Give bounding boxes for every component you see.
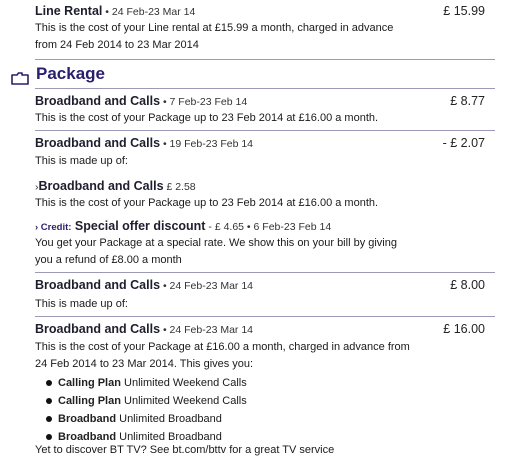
sub-item-amount: £ 2.58	[163, 181, 196, 193]
line-rental-desc-1: This is the cost of your Line rental at £15.99 a month, charged in advance	[35, 22, 394, 34]
package-item-desc: This is made up of:	[35, 298, 128, 310]
line-rental-title	[35, 4, 195, 18]
credit-amount: - £ 4.65	[205, 221, 245, 233]
sub-item-label: Broadband and Calls	[38, 179, 164, 193]
credit-date: • 6 Feb-23 Feb 14	[244, 221, 332, 233]
chevron-right-icon: ›	[35, 181, 39, 193]
package-item-amount: £ 16.00	[443, 322, 485, 336]
item-date: • 24 Feb-23 Mar 14	[160, 280, 254, 292]
package-item-amount: £ 8.00	[450, 278, 485, 292]
item-date: • 7 Feb-23 Feb 14	[160, 96, 248, 108]
line-rental-amount: £ 15.99	[443, 4, 485, 18]
line-rental-label: Line Rental	[35, 4, 103, 18]
package-item-title	[35, 322, 253, 336]
bullet-icon	[46, 434, 52, 440]
bullet-name: Broadband	[58, 431, 117, 443]
item-date: • 19 Feb-23 Feb 14	[160, 138, 254, 150]
package-item-title	[35, 278, 253, 292]
bullet-name: Calling Plan	[58, 377, 121, 389]
bullet-name: Broadband	[58, 413, 117, 425]
bullet-value: Unlimited Weekend Calls	[124, 377, 247, 389]
line-rental-date: • 24 Feb-23 Mar 14	[102, 6, 196, 18]
divider	[35, 272, 495, 273]
package-item-desc: This is made up of:	[35, 155, 128, 167]
credit-label: › Credit:	[35, 222, 72, 233]
item-label: Broadband and Calls	[35, 278, 161, 292]
sub-item-desc: This is the cost of your Package up to 23 Feb 2014 at £16.00 a month.	[35, 197, 379, 209]
credit-desc-2: you a refund of £8.00 a month	[35, 254, 182, 266]
credit-name: Special offer discount	[71, 219, 206, 233]
bullet-name: Calling Plan	[58, 395, 121, 407]
list-item	[46, 411, 222, 428]
bullet-icon	[46, 416, 52, 422]
footer-promo: Yet to discover BT TV? See bt.com/bttv for a great TV service	[35, 444, 335, 456]
bullet-value: Unlimited Broadband	[119, 413, 222, 425]
divider	[35, 88, 495, 89]
sub-item-title	[35, 179, 196, 193]
divider	[35, 59, 495, 60]
bullet-value: Unlimited Broadband	[119, 431, 222, 443]
item-label: Broadband and Calls	[35, 94, 161, 108]
list-item	[46, 375, 247, 392]
package-folder-icon	[10, 72, 30, 85]
package-item-desc-2: 24 Feb 2014 to 23 Mar 2014. This gives you:	[35, 358, 254, 370]
credit-title	[35, 219, 331, 233]
package-item-amount: - £ 2.07	[442, 136, 485, 150]
package-item-desc-1: This is the cost of your Package at £16.00 a month, charged in advance from	[35, 341, 410, 353]
package-item-title	[35, 94, 247, 108]
item-date: • 24 Feb-23 Mar 14	[160, 324, 254, 336]
bullet-icon	[46, 398, 52, 404]
package-item-title	[35, 136, 253, 150]
item-label: Broadband and Calls	[35, 322, 161, 336]
package-item-amount: £ 8.77	[450, 94, 485, 108]
line-rental-desc-2: from 24 Feb 2014 to 23 Mar 2014	[35, 39, 199, 51]
package-heading: Package	[36, 64, 105, 83]
list-item	[46, 393, 247, 410]
item-label: Broadband and Calls	[35, 136, 161, 150]
credit-desc-1: You get your Package at a special rate. We show this on your bill by giving	[35, 237, 397, 249]
package-item-desc: This is the cost of your Package up to 23 Feb 2014 at £16.00 a month.	[35, 112, 379, 124]
divider	[35, 130, 495, 131]
bullet-icon	[46, 380, 52, 386]
divider	[35, 316, 495, 317]
bullet-value: Unlimited Weekend Calls	[124, 395, 247, 407]
